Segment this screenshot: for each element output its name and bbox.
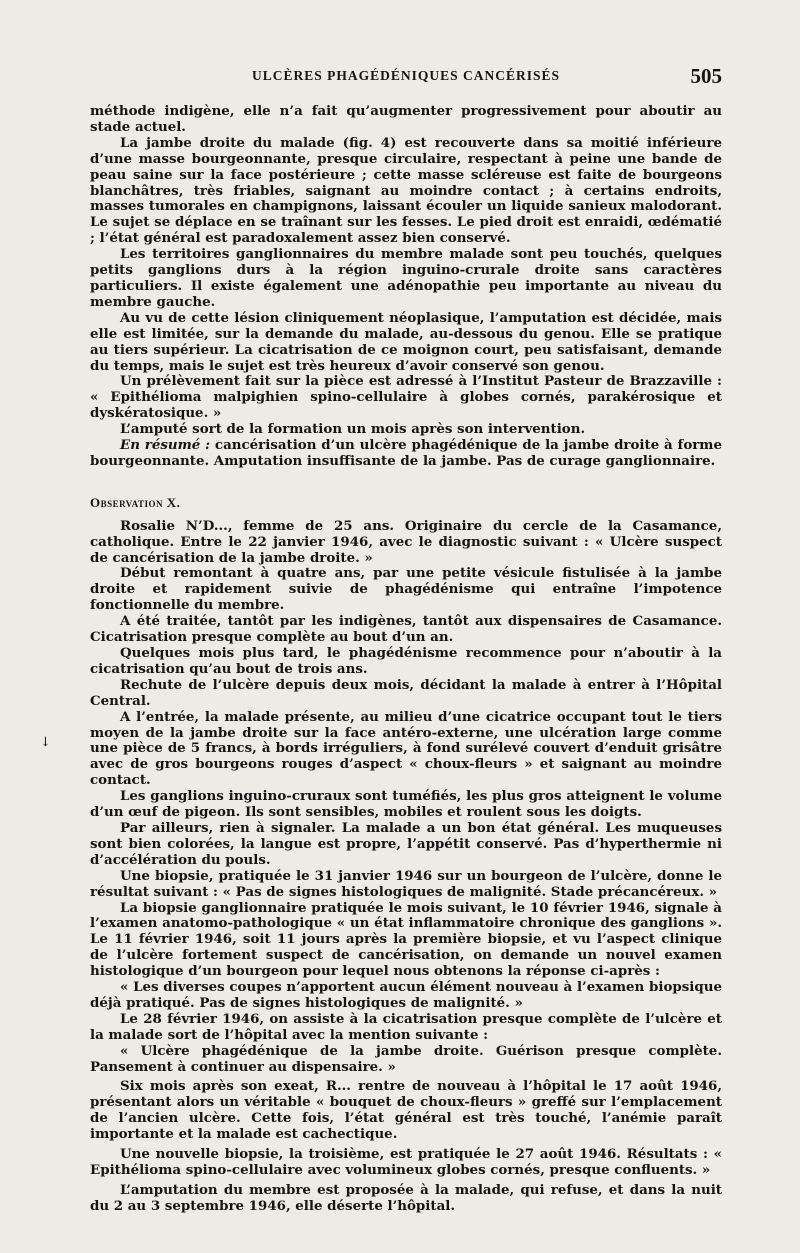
paragraph: Six mois après son exeat, R... rentre de nouveau à l’hôpital le 17 août 1946, présentant alors un véritable « bouquet de choux-fleurs » greffé sur l’emplacement de l’ancien ulcère. Cette fois, l’état général est très touché, l’anémie paraît importante et la malade est cachectique.: [90, 1078, 722, 1143]
paragraph: Un prélèvement fait sur la pièce est adressé à l’Institut Pasteur de Brazzaville : « Epithélioma malpighien spino-cellulaire à globes cornés, parakérosique et dyskératosique. »: [90, 373, 722, 422]
running-title: ULCÈRES PHAGÉDÉNIQUES CANCÉRISÉS: [251, 68, 561, 83]
observation-heading: Observation X.: [90, 494, 181, 510]
paragraph: « Ulcère phagédénique de la jambe droite. Guérison presque complète. Pansement à continuer au dispensaire. »: [90, 1042, 722, 1075]
paragraph: Rechute de l’ulcère depuis deux mois, décidant la malade à entrer à l’Hôpital Central.: [90, 676, 722, 709]
paragraph: Rosalie N’D..., femme de 25 ans. Originaire du cercle de la Casamance, catholique. Entre le 22 janvier 1946, avec le diagnostic suivant : « Ulcère suspect de cancérisation de la jambe droite. »: [90, 517, 722, 566]
page-number: 505: [690, 64, 722, 88]
summary-text: cancérisation d’un ulcère phagédénique de la jambe droite à forme bourgeonnante. Amputation insuffisante de la jambe. Pas de curage ganglionnaire.: [90, 437, 722, 469]
paragraph: Une biopsie, pratiquée le 31 janvier 1946 sur un bourgeon de l’ulcère, donne le résultat suivant : « Pas de signes histologiques de malignité. Stade précancéreux. »: [90, 867, 722, 900]
paragraph: Les ganglions inguino-cruraux sont tuméfiés, les plus gros atteignent le volume d’un œuf de pigeon. Ils sont sensibles, mobiles et roulent sous les doigts.: [90, 788, 722, 821]
paragraph: La jambe droite du malade (fig. 4) est recouverte dans sa moitié inférieure d’une masse bourgeonnante, presque circulaire, respectant à peine une bande de peau saine sur la face postérieure ; cette masse scléreuse est faite de bourgeons blanchâtres, très friables, saignant au moindre contact ; à certains endroits, masses tumorales en champignons, laissant écouler un liquide sanieux malodorant. Le sujet se déplace en se traînant sur les fesses. Le pied droit est enraidi, œdématié ; l’état général est paradoxalement assez bien conservé.: [90, 134, 722, 247]
paragraph: Au vu de cette lésion cliniquement néoplasique, l’amputation est décidée, mais elle est limitée, sur la demande du malade, au-dessous du genou. Elle se pratique au tiers supérieur. La cicatrisation de ce moignon court, peu satisfaisant, demande du temps, mais le sujet est très heureux d’avoir conservé son genou.: [90, 309, 722, 374]
paragraph: Les territoires ganglionnaires du membre malade sont peu touchés, quelques petits ganglions durs à la région inguino-crurale droite sans caractères particuliers. Il existe également une adénopathie peu importante au niveau du membre gauche.: [90, 246, 722, 310]
summary-paragraph: [90, 438, 722, 470]
paragraph: Quelques mois plus tard, le phagédénisme recommence pour n’aboutir à la cicatrisation qu’au bout de trois ans.: [90, 645, 722, 677]
paragraph: L’amputation du membre est proposée à la malade, qui refuse, et dans la nuit du 2 au 3 septembre 1946, elle déserte l’hôpital.: [90, 1181, 722, 1214]
margin-mark: ↓: [40, 735, 51, 750]
paragraph: Une nouvelle biopsie, la troisième, est pratiquée le 27 août 1946. Résultats : « Epithélioma spino-cellulaire avec volumineux globes cornés, presque confluents. »: [90, 1146, 722, 1178]
paragraph: L’amputé sort de la formation un mois après son intervention.: [120, 421, 586, 438]
summary-label: En résumé :: [120, 437, 211, 454]
paragraph: Par ailleurs, rien à signaler. La malade a un bon état général. Les muqueuses sont bien colorées, la langue est propre, l’appétit conservé. Pas d’hyperthermie ni d’accélération du pouls.: [90, 819, 722, 868]
body-text: [90, 104, 722, 1215]
paragraph: méthode indigène, elle n’a fait qu’augmenter progressivement pour aboutir au stade actuel.: [90, 103, 722, 135]
paragraph: « Les diverses coupes n’apportent aucun élément nouveau à l’examen biopsique déjà pratiqué. Pas de signes histologiques de malignité. »: [90, 979, 722, 1011]
paragraph: A l’entrée, la malade présente, au milieu d’une cicatrice occupant tout le tiers moyen de la jambe droite sur la face antéro-externe, une ulcération large comme une pièce de 5 francs, à bords irréguliers, à fond surélevé couvert d’enduit grisâtre avec de gros bourgeons rouges d’aspect « choux-fleurs » et saignant au moindre contact.: [90, 708, 722, 789]
page-header: [90, 64, 722, 94]
paragraph: La biopsie ganglionnaire pratiquée le mois suivant, le 10 février 1946, signale à l’examen anatomo-pathologique « un état inflammatoire chronique des ganglions ». Le 11 février 1946, soit 11 jours après la première biopsie, et vu l’aspect clinique de l’ulcère fortement suspect de cancérisation, on demande un nouvel examen histologique d’un bourgeon pour lequel nous obtenons la réponse ci-après :: [90, 899, 722, 980]
paragraph: Le 28 février 1946, on assiste à la cicatrisation presque complète de l’ulcère et la malade sort de l’hôpital avec la mention suivante :: [90, 1010, 722, 1043]
paragraph: Début remontant à quatre ans, par une petite vésicule fistulisée à la jambe droite et rapidement suivie de phagédénisme qui entraîne l’impotence fonctionnelle du membre.: [90, 565, 722, 614]
paragraph: A été traitée, tantôt par les indigènes, tantôt aux dispensaires de Casamance. Cicatrisation presque complète au bout d’un an.: [90, 613, 722, 646]
